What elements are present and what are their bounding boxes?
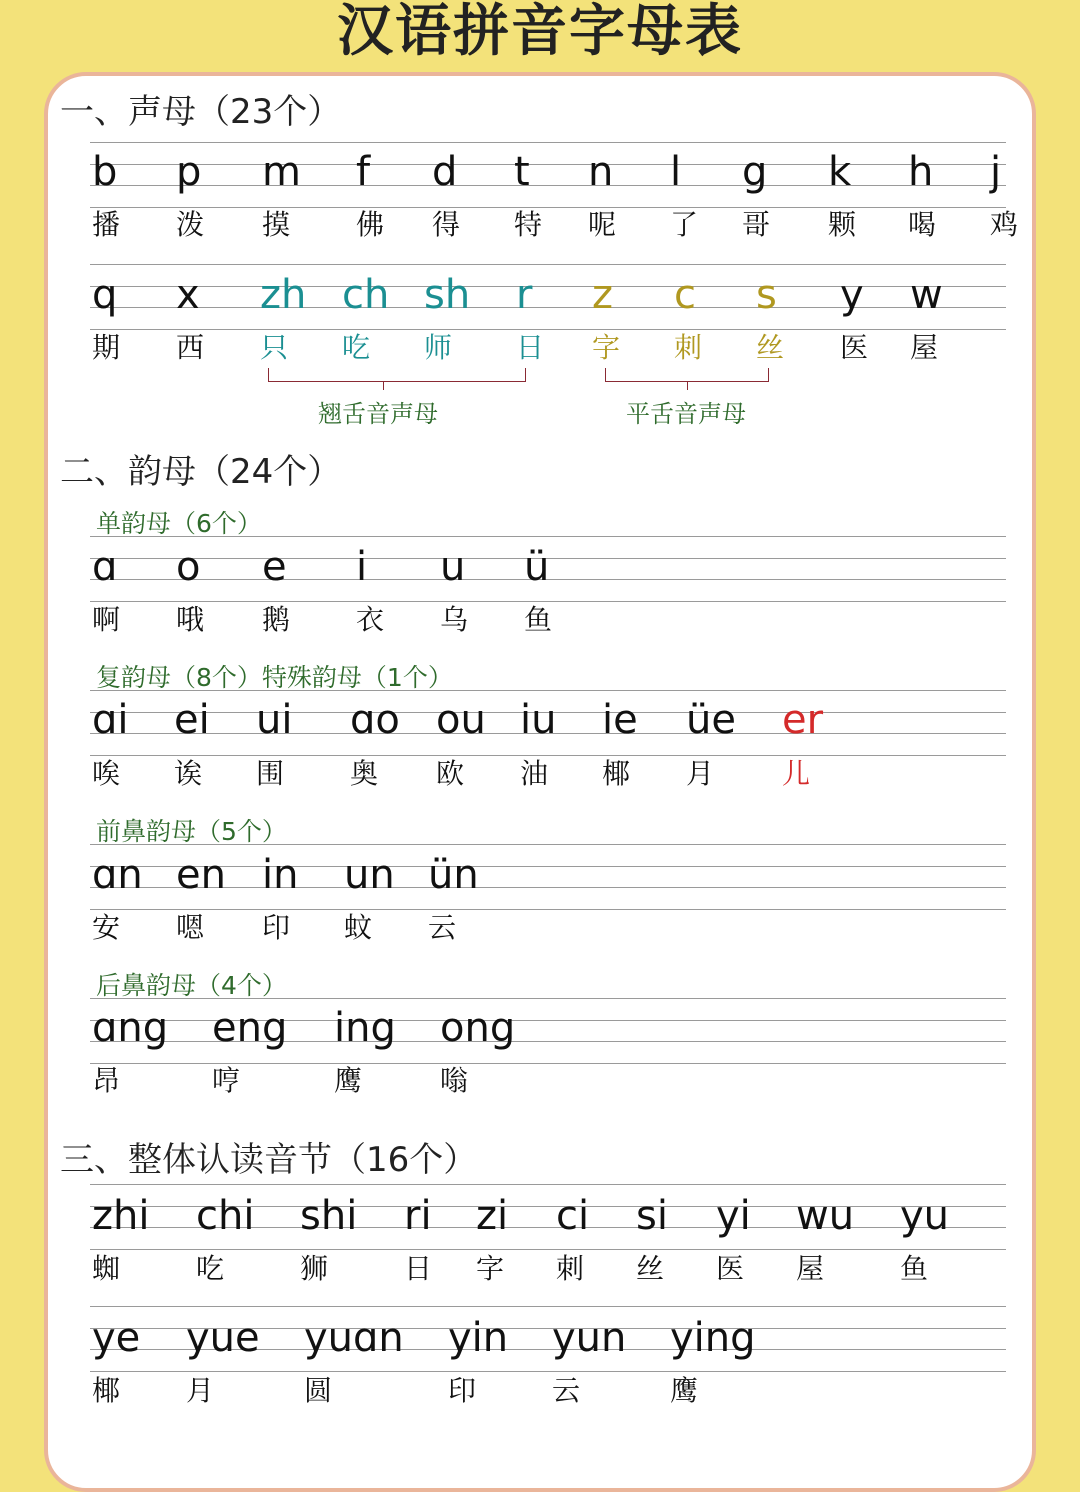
pinyin-letter: zi — [476, 1193, 509, 1239]
pinyin-letter: er — [782, 697, 824, 743]
section-heading-whole-syllables: 三、整体认读音节（16个） — [60, 1140, 478, 1180]
pinyin-letter: ei — [174, 697, 210, 743]
flat-bracket — [605, 368, 769, 382]
example-character: 云 — [428, 911, 457, 944]
example-character: 诶 — [174, 757, 203, 790]
pinyin-letter: z — [592, 272, 613, 318]
pinyin-letter: yin — [448, 1315, 509, 1361]
pinyin-letter: ie — [602, 697, 638, 743]
example-character: 屋 — [796, 1252, 825, 1285]
example-character: 播 — [92, 208, 121, 241]
pinyin-letter: ü — [524, 544, 550, 590]
subheading-front-nasal-finals: 前鼻韵母（5个） — [96, 817, 287, 846]
example-character: 喝 — [908, 208, 937, 241]
flat-bracket-tick — [687, 382, 688, 390]
pinyin-letter: en — [176, 852, 226, 898]
pinyin-letter: r — [516, 272, 533, 318]
pinyin-letter: t — [514, 149, 530, 195]
pinyin-letter: shi — [300, 1193, 358, 1239]
pinyin-letter: yun — [552, 1315, 627, 1361]
pinyin-letter: un — [344, 852, 395, 898]
example-character: 鸡 — [990, 208, 1019, 241]
example-character: 狮 — [300, 1252, 329, 1285]
pinyin-letter: m — [262, 149, 301, 195]
subheading-back-nasal-finals: 后鼻韵母（4个） — [96, 971, 287, 1000]
pinyin-letter: ün — [428, 852, 479, 898]
pinyin-letter: c — [674, 272, 696, 318]
example-character: 西 — [176, 331, 205, 364]
initials-row1-ruled-band — [90, 142, 1006, 208]
example-character: 唉 — [92, 757, 121, 790]
example-character: 椰 — [602, 757, 631, 790]
pinyin-letter: d — [432, 149, 458, 195]
example-character: 日 — [404, 1252, 433, 1285]
example-character: 鹰 — [670, 1374, 699, 1407]
pinyin-letter: x — [176, 272, 200, 318]
retroflex-bracket — [268, 368, 526, 382]
pinyin-letter: i — [356, 544, 368, 590]
pinyin-letter: chi — [196, 1193, 255, 1239]
example-character: 丝 — [756, 331, 785, 364]
pinyin-letter: q — [92, 272, 118, 318]
example-character: 哥 — [742, 208, 771, 241]
example-character: 鱼 — [524, 603, 553, 636]
example-character: 只 — [260, 331, 289, 364]
example-character: 日 — [516, 331, 545, 364]
example-character: 呢 — [588, 208, 617, 241]
example-character: 泼 — [176, 208, 205, 241]
pinyin-letter: ɑo — [350, 697, 400, 743]
pinyin-letter: wu — [796, 1193, 855, 1239]
pinyin-letter: s — [756, 272, 777, 318]
example-character: 得 — [432, 208, 461, 241]
pinyin-letter: l — [670, 149, 682, 195]
pinyin-letter: j — [990, 149, 1002, 195]
section-heading-initials: 一、声母（23个） — [60, 92, 342, 132]
pinyin-letter: ing — [334, 1005, 396, 1051]
pinyin-letter: g — [742, 149, 768, 195]
pinyin-letter: ong — [440, 1005, 516, 1051]
retroflex-bracket-tick — [383, 382, 384, 390]
example-character: 摸 — [262, 208, 291, 241]
example-character: 乌 — [440, 603, 469, 636]
pinyin-letter: si — [636, 1193, 668, 1239]
pinyin-letter: iu — [520, 697, 557, 743]
example-character: 啊 — [92, 603, 121, 636]
pinyin-letter: b — [92, 149, 118, 195]
example-character: 鹰 — [334, 1064, 363, 1097]
pinyin-letter: ui — [256, 697, 293, 743]
example-character: 圆 — [304, 1374, 333, 1407]
pinyin-letter: ye — [92, 1315, 141, 1361]
pinyin-letter: h — [908, 149, 934, 195]
pinyin-letter: p — [176, 149, 202, 195]
example-character: 医 — [840, 331, 869, 364]
example-character: 云 — [552, 1374, 581, 1407]
example-character: 字 — [476, 1252, 505, 1285]
example-character: 吃 — [342, 331, 371, 364]
example-character: 欧 — [436, 757, 465, 790]
pinyin-letter: yu — [900, 1193, 950, 1239]
pinyin-letter: ou — [436, 697, 486, 743]
pinyin-letter: ying — [670, 1315, 756, 1361]
pinyin-letter: üe — [686, 697, 736, 743]
pinyin-letter: o — [176, 544, 201, 590]
example-character: 椰 — [92, 1374, 121, 1407]
pinyin-letter: ri — [404, 1193, 432, 1239]
page-title: 汉语拼音字母表 — [337, 0, 743, 64]
pinyin-letter: y — [840, 272, 864, 318]
example-character: 刺 — [556, 1252, 585, 1285]
example-character: 月 — [686, 757, 715, 790]
retroflex-label: 翘舌音声母 — [318, 400, 438, 428]
example-character: 衣 — [356, 603, 385, 636]
pinyin-letter: ɑi — [92, 697, 129, 743]
pinyin-letter: yuɑn — [304, 1315, 404, 1361]
example-character: 鹅 — [262, 603, 291, 636]
pinyin-letter: yue — [186, 1315, 260, 1361]
flat-label: 平舌音声母 — [626, 400, 746, 428]
example-character: 蜘 — [92, 1252, 121, 1285]
example-character: 围 — [256, 757, 285, 790]
pinyin-letter: ɑng — [92, 1005, 169, 1051]
example-character: 师 — [424, 331, 453, 364]
example-character: 印 — [448, 1374, 477, 1407]
example-character: 嗡 — [440, 1064, 469, 1097]
example-character: 蚊 — [344, 911, 373, 944]
example-character: 嗯 — [176, 911, 205, 944]
pinyin-letter: ɑ — [92, 544, 118, 590]
pinyin-letter: e — [262, 544, 287, 590]
example-character: 期 — [92, 331, 121, 364]
section-heading-finals: 二、韵母（24个） — [60, 452, 342, 492]
example-character: 了 — [670, 208, 699, 241]
example-character: 特 — [514, 208, 543, 241]
example-character: 儿 — [782, 757, 811, 790]
pinyin-letter: f — [356, 149, 371, 195]
pinyin-letter: w — [910, 272, 943, 318]
pinyin-letter: k — [828, 149, 852, 195]
example-character: 吃 — [196, 1252, 225, 1285]
pinyin-letter: eng — [212, 1005, 288, 1051]
pinyin-letter: ɑn — [92, 852, 143, 898]
example-character: 油 — [520, 757, 549, 790]
pinyin-letter: in — [262, 852, 299, 898]
pinyin-letter: ch — [342, 272, 390, 318]
pinyin-letter: ci — [556, 1193, 590, 1239]
example-character: 医 — [716, 1252, 745, 1285]
example-character: 奥 — [350, 757, 379, 790]
subheading-compound-finals: 复韵母（8个）特殊韵母（1个） — [96, 663, 453, 692]
example-character: 丝 — [636, 1252, 665, 1285]
pinyin-letter: zhi — [92, 1193, 150, 1239]
example-character: 哦 — [176, 603, 205, 636]
example-character: 哼 — [212, 1064, 241, 1097]
example-character: 印 — [262, 911, 291, 944]
example-character: 佛 — [356, 208, 385, 241]
example-character: 月 — [186, 1374, 215, 1407]
example-character: 屋 — [910, 331, 939, 364]
pinyin-letter: sh — [424, 272, 471, 318]
initials-row2-ruled-band — [90, 264, 1006, 330]
example-character: 鱼 — [900, 1252, 929, 1285]
example-character: 颗 — [828, 208, 857, 241]
example-character: 昂 — [92, 1064, 121, 1097]
example-character: 字 — [592, 331, 621, 364]
front-nasal-finals-ruled-band — [90, 844, 1006, 910]
pinyin-letter: n — [588, 149, 614, 195]
pinyin-letter: yi — [716, 1193, 751, 1239]
example-character: 安 — [92, 911, 121, 944]
subheading-single-finals: 单韵母（6个） — [96, 509, 262, 538]
pinyin-letter: zh — [260, 272, 307, 318]
pinyin-letter: u — [440, 544, 466, 590]
example-character: 刺 — [674, 331, 703, 364]
